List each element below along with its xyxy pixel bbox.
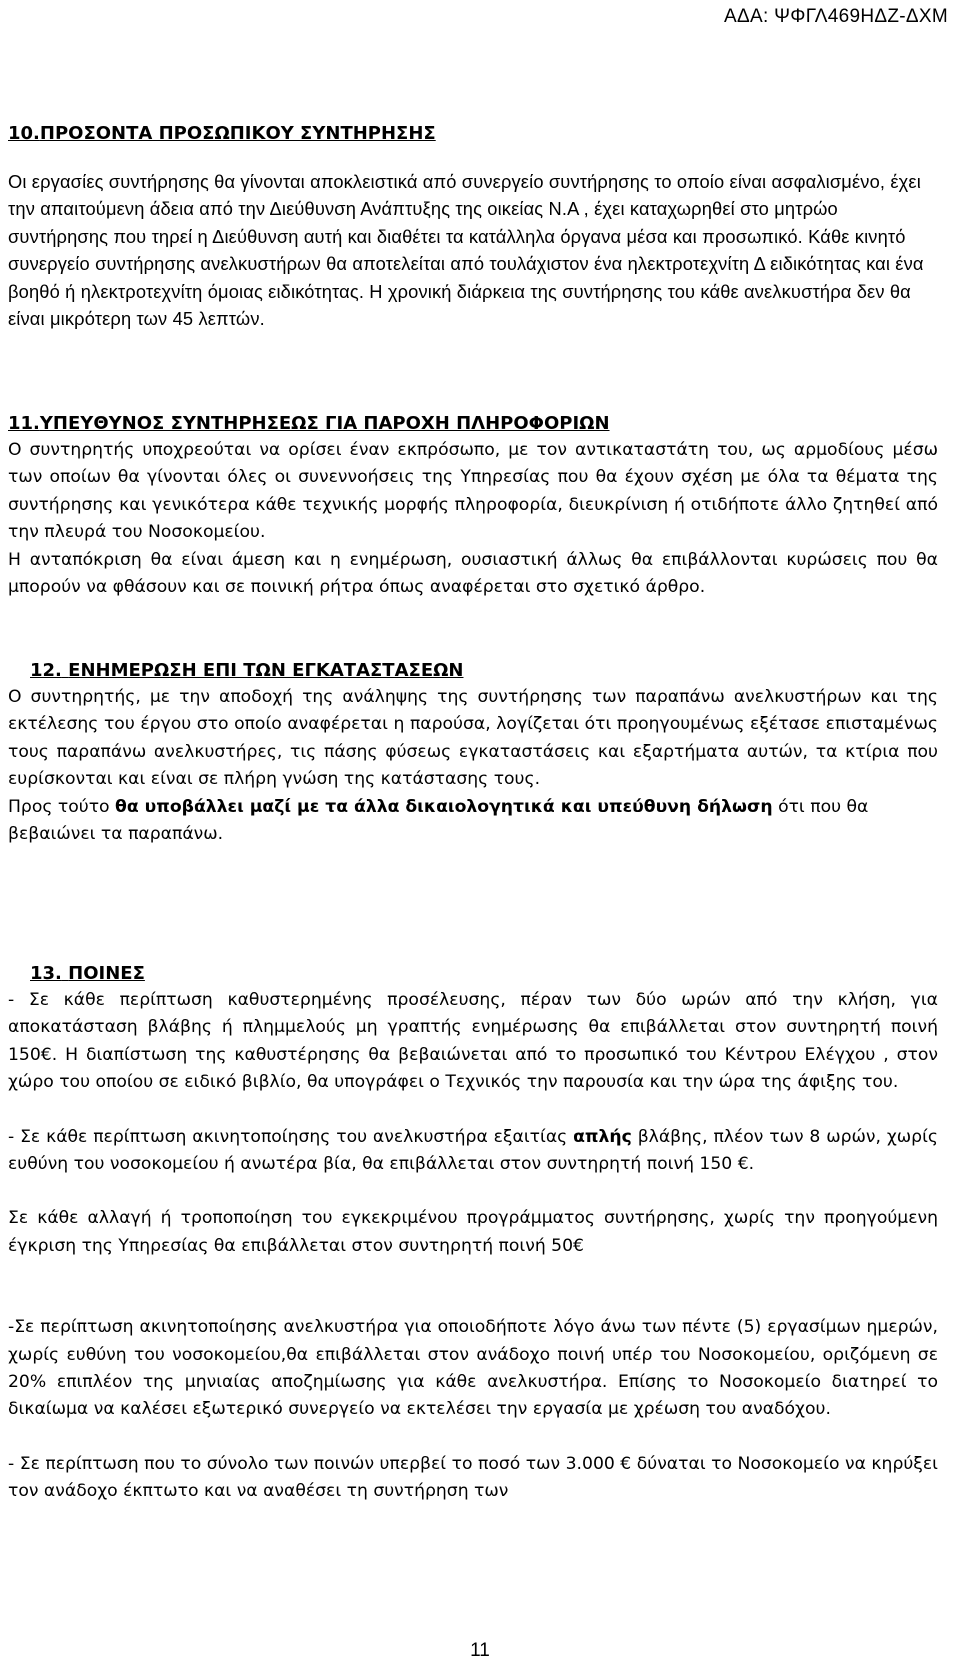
section-heading bbox=[8, 960, 938, 987]
penalty-item: -Σε περίπτωση ακινητοποίησης ανελκυστήρα για οποιοδήποτε λόγο άνω των πέντε (5) εργασίμων ημερών, χωρίς ευθύνη του νοσοκομείου,θα επιβάλλεται στον ανάδοχο ποινή υπέρ του Νοσοκομείου, οριζόμενη σε 20% επιπλέον της μηνιαίας αποζημίωσης για κάθε ανελκυστήρα. Επίσης το Νοσοκομείο διατηρεί το δικαίωμα να καλέσει εξωτερικό συνεργείο να εκτελέσει την εργασία με χρέωση του αναδόχου. bbox=[8, 1317, 938, 1420]
penalty-text: βλάβης, πλέον των 8 ωρών, χωρίς ευθύνη του νοσοκομείου ή ανωτέρα βία, θα επιβάλλεται στον συντηρητή ποινή 150 €. bbox=[8, 1126, 938, 1175]
section-10 bbox=[8, 120, 938, 332]
section-number: 11. bbox=[8, 413, 40, 434]
section-heading bbox=[8, 410, 938, 437]
section-11 bbox=[8, 410, 938, 601]
paragraph: Η ανταπόκριση θα είναι άμεση και η ενημέρωση, ουσιαστική άλλως θα επιβάλλονται κυρώσεις που θα μπορούν να φθάσουν και σε ποινική ρήτρα όπως αναφέρεται στο σχετικό άρθρο. bbox=[8, 549, 938, 598]
ada-code: ΑΔΑ: ΨΦΓΛ469ΗΔΖ-ΔΧΜ bbox=[724, 6, 948, 27]
section-title: ΠΟΙΝΕΣ bbox=[68, 963, 145, 984]
section-12 bbox=[8, 657, 938, 848]
paragraph: Ο συντηρητής υποχρεούται να ορίσει έναν εκπρόσωπο, με τον αντικαταστάτη του, ως αρμοδίους μέσω των οποίων θα γίνονται όλες οι συνεννοήσεις της Υπηρεσίας που θα έχουν σχέση με όλα τα θέματα της συντήρησης και γενικότερα κάθε τεχνικής μορφής πληροφορία, διευκρίνιση ή οτιδήποτε άλλο ζητηθεί από την πλευρά του Νοσοκομείου. bbox=[8, 440, 938, 543]
declaration-paragraph bbox=[8, 794, 938, 849]
section-number: 13. bbox=[30, 963, 62, 984]
section-heading bbox=[8, 657, 938, 684]
penalty-item: - Σε περίπτωση που το σύνολο των ποινών υπερβεί το ποσό των 3.000 € δύναται το Νοσοκομείο να κηρύξει τον ανάδοχο έκπτωτο και να αναθέσει τη συντήρηση των bbox=[8, 1453, 938, 1502]
paragraph: Οι εργασίες συντήρησης θα γίνονται αποκλειστικά από συνεργείο συντήρησης το οποίο είναι ασφαλισμένο, έχει την απαιτούμενη άδεια από την Διεύθυνση Ανάπτυξης της οικείας Ν.Α , έχει καταχωρηθεί στο μητρώο συντήρησης που τηρεί η Διεύθυνση αυτή και διαθέτει τα κατάλληλα όργανα μέσα και προσωπικό. Κάθε κινητό συνεργείο συντήρησης ανελκυστήρων θα αποτελείται από τουλάχιστον ένα ηλεκτροτεχνίτη Δ ειδικότητας και ένα βοηθό ή ηλεκτροτεχνίτη όμοιας ειδικότητας. Η χρονική διάρκεια της συντήρησης του κάθε ανελκυστήρα δεν θα είναι μικρότερη των 45 λεπτών. bbox=[8, 171, 924, 330]
declaration-text: Προς τούτο bbox=[8, 796, 116, 817]
section-heading bbox=[8, 120, 938, 147]
declaration-bold-text: θα υποβάλλει μαζί με τα άλλα δικαιολογητικά και υπεύθυνη δήλωση bbox=[115, 796, 773, 817]
penalty-item bbox=[8, 1124, 938, 1179]
section-title: ΕΝΗΜΕΡΩΣΗ ΕΠΙ ΤΩΝ ΕΓΚΑΤΑΣΤΑΣΕΩΝ bbox=[68, 660, 464, 681]
penalty-item: - Σε κάθε περίπτωση καθυστερημένης προσέλευσης, πέραν των δύο ωρών από την κλήση, για αποκατάσταση βλάβης ή πλημμελούς μη γραπτής ενημέρωσης θα επιβάλλεται στον συντηρητή ποινή 150€. Η διαπίστωση της καθυστέρησης θα βεβαιώνεται από το προσωπικό του Κέντρου Ελέγχου , στον χώρο του οποίου σε ειδικό βιβλίο, θα υπογράφει ο Τεχνικός την παρουσία και την ώρα της άφιξης του. bbox=[8, 990, 938, 1093]
page-number: 11 bbox=[470, 1640, 490, 1661]
section-number: 12. bbox=[30, 660, 62, 681]
penalty-bold-text: απλής bbox=[573, 1126, 632, 1147]
section-title: ΠΡΟΣΟΝΤΑ ΠΡΟΣΩΠΙΚΟΥ ΣΥΝΤΗΡΗΣΗΣ bbox=[39, 123, 436, 144]
paragraph: Ο συντηρητής, με την αποδοχή της ανάληψης της συντήρησης των παραπάνω ανελκυστήρων και της εκτέλεσης του έργου στο οποίο αναφέρεται η παρούσα, λογίζεται ότι προηγουμένως εξέτασε επισταμένως τους παραπάνω ανελκυστήρες, τις πάσης φύσεως εγκαταστάσεις και εξαρτήματα αυτών, τα κτίρια που ευρίσκονται και είναι σε πλήρη γνώση της κατάστασης τους. bbox=[8, 687, 938, 790]
penalty-text: - Σε κάθε περίπτωση ακινητοποίησης του ανελκυστήρα εξαιτίας bbox=[8, 1126, 574, 1147]
section-number: 10. bbox=[8, 123, 40, 144]
penalty-item: Σε κάθε αλλαγή ή τροποποίηση του εγκεκριμένου προγράμματος συντήρησης, χωρίς την προηγούμενη έγκριση της Υπηρεσίας θα επιβάλλεται στον συντηρητή ποινή 50€ bbox=[8, 1208, 938, 1256]
section-title: ΥΠΕΥΘΥΝΟΣ ΣΥΝΤΗΡΗΣΕΩΣ ΓΙΑ ΠΑΡΟΧΗ ΠΛΗΡΟΦΟΡΙΩΝ bbox=[39, 413, 610, 434]
declaration-text: ότι που θα βεβαιώνει τα παραπάνω. bbox=[8, 796, 869, 845]
section-13 bbox=[8, 960, 938, 1506]
